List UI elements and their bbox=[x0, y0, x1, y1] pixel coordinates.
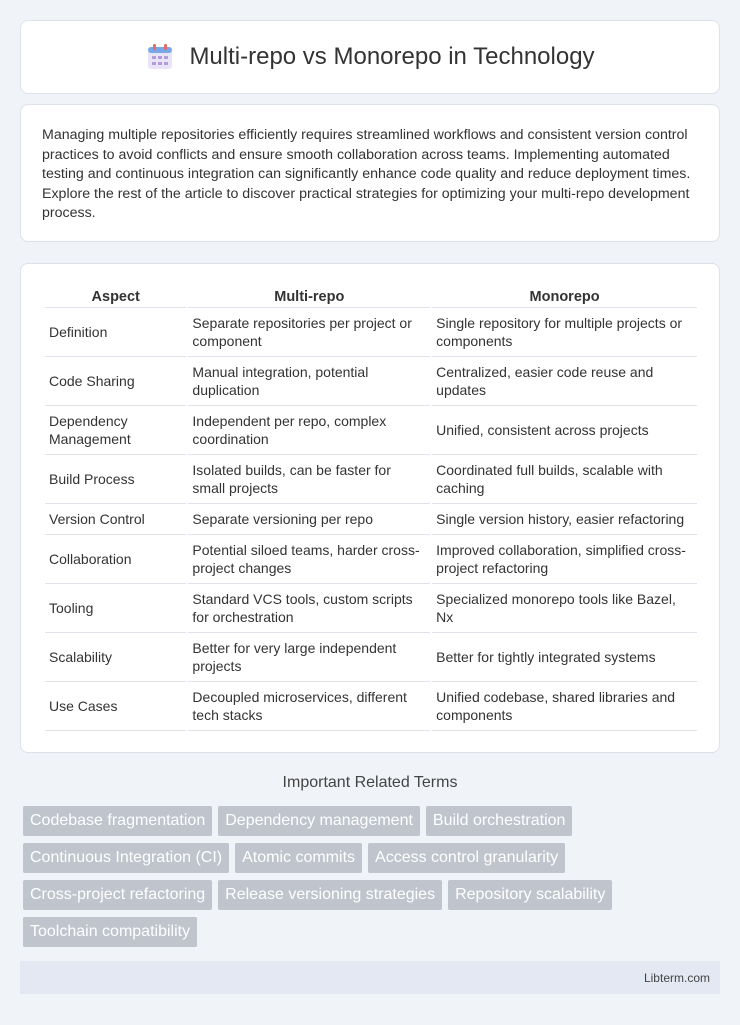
header-monorepo: Monorepo bbox=[432, 286, 697, 308]
cell-monorepo: Unified codebase, shared libraries and components bbox=[432, 682, 697, 731]
related-term-tag[interactable]: Codebase fragmentation bbox=[23, 806, 212, 836]
comparison-table bbox=[43, 286, 699, 731]
cell-aspect: Tooling bbox=[45, 584, 186, 633]
related-term-tag[interactable]: Atomic commits bbox=[235, 843, 362, 873]
cell-aspect: Code Sharing bbox=[45, 357, 186, 406]
table-header-row bbox=[45, 286, 697, 308]
related-term-tag[interactable]: Build orchestration bbox=[426, 806, 573, 836]
table-row bbox=[45, 406, 697, 455]
intro-card bbox=[20, 104, 720, 242]
cell-monorepo: Unified, consistent across projects bbox=[432, 406, 697, 455]
cell-aspect: Collaboration bbox=[45, 535, 186, 584]
header-multi-repo: Multi-repo bbox=[188, 286, 430, 308]
related-term-tag[interactable]: Repository scalability bbox=[448, 880, 612, 910]
table-row bbox=[45, 308, 697, 357]
related-term-tag[interactable]: Toolchain compatibility bbox=[23, 917, 197, 947]
cell-monorepo: Improved collaboration, simplified cross-project refactoring bbox=[432, 535, 697, 584]
table-row bbox=[45, 357, 697, 406]
header-card bbox=[20, 20, 720, 94]
cell-multi-repo: Potential siloed teams, harder cross-project changes bbox=[188, 535, 430, 584]
cell-multi-repo: Standard VCS tools, custom scripts for orchestration bbox=[188, 584, 430, 633]
cell-monorepo: Coordinated full builds, scalable with caching bbox=[432, 455, 697, 504]
table-row bbox=[45, 535, 697, 584]
table-row bbox=[45, 682, 697, 731]
intro-text: Managing multiple repositories efficiently requires streamlined workflows and consistent version control practices to avoid conflicts and ensure smooth collaboration across teams. Implementing automated testing and continuous integration can significantly enhance code quality and reduce deployment times. Explore the rest of the article to discover practical strategies for optimizing your multi-repo development process. bbox=[42, 127, 691, 221]
table-row bbox=[45, 633, 697, 682]
title-wrap bbox=[145, 42, 594, 72]
page-title: Multi-repo vs Monorepo in Technology bbox=[189, 43, 595, 70]
cell-aspect: Scalability bbox=[45, 633, 186, 682]
related-term-tag[interactable]: Access control granularity bbox=[368, 843, 565, 873]
cell-monorepo: Specialized monorepo tools like Bazel, Nx bbox=[432, 584, 697, 633]
cell-monorepo: Centralized, easier code reuse and updates bbox=[432, 357, 697, 406]
cell-multi-repo: Independent per repo, complex coordination bbox=[188, 406, 430, 455]
cell-aspect: Build Process bbox=[45, 455, 186, 504]
table-row bbox=[45, 584, 697, 633]
calendar-icon bbox=[145, 42, 175, 72]
related-terms-title: Important Related Terms bbox=[282, 774, 458, 791]
cell-multi-repo: Separate versioning per repo bbox=[188, 504, 430, 535]
cell-multi-repo: Separate repositories per project or component bbox=[188, 308, 430, 357]
related-term-tag[interactable]: Dependency management bbox=[218, 806, 420, 836]
cell-multi-repo: Better for very large independent projects bbox=[188, 633, 430, 682]
related-term-tag[interactable]: Release versioning strategies bbox=[218, 880, 442, 910]
related-term-tag[interactable]: Cross-project refactoring bbox=[23, 880, 212, 910]
cell-monorepo: Better for tightly integrated systems bbox=[432, 633, 697, 682]
cell-monorepo: Single version history, easier refactoring bbox=[432, 504, 697, 535]
cell-aspect: Use Cases bbox=[45, 682, 186, 731]
cell-monorepo: Single repository for multiple projects or components bbox=[432, 308, 697, 357]
cell-multi-repo: Isolated builds, can be faster for small projects bbox=[188, 455, 430, 504]
footer-site-link[interactable]: Libterm.com bbox=[643, 970, 710, 985]
related-terms-tags bbox=[23, 806, 723, 947]
cell-multi-repo: Decoupled microservices, different tech stacks bbox=[188, 682, 430, 731]
table-row bbox=[45, 455, 697, 504]
comparison-table-card bbox=[20, 263, 720, 753]
cell-aspect: Definition bbox=[45, 308, 186, 357]
cell-aspect: Version Control bbox=[45, 504, 186, 535]
header-aspect: Aspect bbox=[45, 286, 186, 308]
table-row bbox=[45, 504, 697, 535]
footer bbox=[20, 961, 720, 994]
cell-multi-repo: Manual integration, potential duplication bbox=[188, 357, 430, 406]
cell-aspect: Dependency Management bbox=[45, 406, 186, 455]
related-term-tag[interactable]: Continuous Integration (CI) bbox=[23, 843, 229, 873]
